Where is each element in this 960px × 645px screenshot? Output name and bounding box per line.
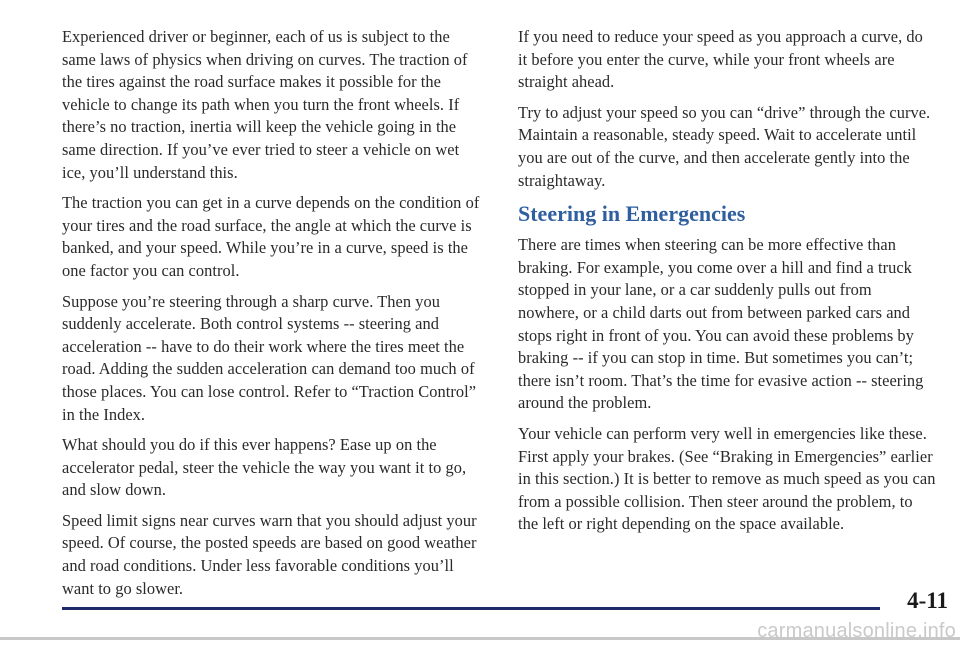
body-paragraph: The traction you can get in a curve depends on the condition of your tires and the road surface, the angle at which the curve is banked, and your speed. While you’re in a curve, speed is the one factor you can control. bbox=[62, 193, 480, 280]
left-column bbox=[62, 26, 480, 608]
right-column bbox=[518, 26, 936, 544]
footer-rule bbox=[62, 607, 880, 610]
watermark: carmanualsonline.info bbox=[757, 620, 956, 642]
body-paragraph: If you need to reduce your speed as you approach a curve, do it before you enter the curve, while your front wheels are straight ahead. bbox=[518, 27, 923, 92]
body-paragraph: There are times when steering can be more effective than braking. For example, you come over a hill and find a truck stopped in your lane, or a car suddenly pulls out from nowhere, or a child darts out from between parked cars and stops right in front of you. You can avoid these problems by braking -- if you can stop in time. But sometimes you can’t; there isn’t room. That’s the time for evasive action -- steering around the problem. bbox=[518, 235, 924, 413]
body-paragraph: What should you do if this ever happens? Ease up on the accelerator pedal, steer the vehicle the way you want it to go, and slow down. bbox=[62, 435, 467, 500]
section-heading: Steering in Emergencies bbox=[518, 201, 746, 227]
body-paragraph: Experienced driver or beginner, each of us is subject to the same laws of physics when driving on curves. The traction of the tires against the road surface makes it possible for the vehicle to change its path when you turn the front wheels. If there’s no traction, inertia will keep the vehicle going in the same direction. If you’ve ever tried to steer a vehicle on wet ice, you’ll understand this. bbox=[62, 27, 468, 182]
body-paragraph: Your vehicle can perform very well in emergencies like these. First apply your brakes. (See “Braking in Emergencies” earlier in this section.) It is better to remove as much speed as you can from a possible collision. Then steer around the problem, to the left or right depending on the space available. bbox=[518, 423, 936, 534]
body-paragraph: Speed limit signs near curves warn that you should adjust your speed. Of course, the posted speeds are based on good weather and road conditions. Under less favorable conditions you’ll want to go slower. bbox=[62, 510, 477, 598]
body-paragraph: Suppose you’re steering through a sharp curve. Then you suddenly accelerate. Both control systems -- steering and acceleration -- have to do their work where the tires meet the road. Adding the sudden acceleration can demand too much of those places. You can lose control. Refer to “Traction Control” in the Index. bbox=[62, 291, 477, 424]
page-number: 4-11 bbox=[907, 588, 948, 613]
body-paragraph: Try to adjust your speed so you can “drive” through the curve. Maintain a reasonable, steady speed. Wait to accelerate until you are out of the curve, and then accelerate gently into the straightaway. bbox=[518, 102, 931, 190]
